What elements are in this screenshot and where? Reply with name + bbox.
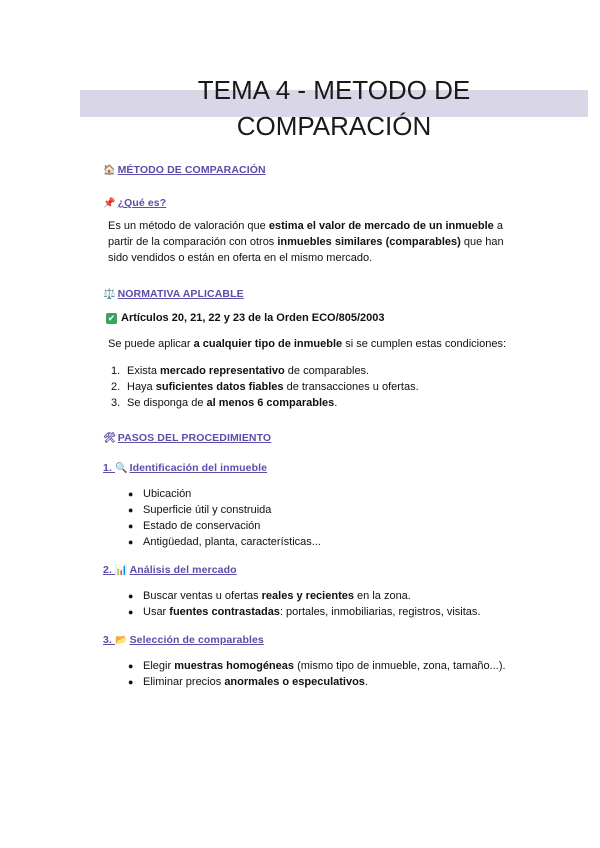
list-item <box>103 502 523 518</box>
bold-run: suficientes datos fiables <box>155 381 284 393</box>
list-item <box>103 363 523 379</box>
check-mark-icon: ✔ <box>107 313 116 323</box>
text-run: de comparables. <box>284 365 370 377</box>
bold-run: reales y recientes <box>261 590 354 602</box>
conditions-list <box>103 363 523 411</box>
section-que-es-heading <box>103 197 523 209</box>
tools-icon: 🛠 <box>103 433 116 444</box>
scales-icon: ⚖️ <box>103 289 116 300</box>
step-2-list <box>103 588 523 620</box>
conditions-intro <box>108 336 523 352</box>
section-metodo-heading <box>103 164 523 176</box>
magnifier-icon: 🔍 <box>115 463 128 474</box>
step-1-heading <box>103 462 523 474</box>
list-item <box>103 588 523 604</box>
step-1-list <box>103 486 523 550</box>
bullet-icon: ● <box>128 505 134 515</box>
text-run: Se disponga de <box>127 397 207 409</box>
list-item <box>103 518 523 534</box>
text-run: de transacciones u ofertas. <box>283 381 419 393</box>
list-number: 1. <box>111 365 121 377</box>
text-run: Eliminar precios <box>143 676 225 688</box>
text-run: Buscar ventas u ofertas <box>143 590 262 602</box>
list-text: Superficie útil y construida <box>143 504 272 516</box>
text-run: . <box>364 676 368 688</box>
text-run: . <box>334 397 338 409</box>
step-3-label: Selección de comparables <box>129 634 264 646</box>
list-text: Estado de conservación <box>143 520 261 532</box>
bold-run: al menos 6 comparables <box>206 397 335 409</box>
list-text: Ubicación <box>143 488 192 500</box>
list-number: 2. <box>111 381 121 393</box>
step-number: 2. <box>103 564 112 576</box>
text-run: a partir de la comparación con otros <box>108 220 503 248</box>
text-run: Haya <box>127 381 156 393</box>
bullet-icon: ● <box>128 661 134 671</box>
text-run: Usar <box>143 606 170 618</box>
page-title-line-1: TEMA 4 - METODO DE <box>197 75 471 105</box>
definition-paragraph <box>108 218 518 266</box>
bullet-icon: ● <box>128 489 134 499</box>
section-normativa-heading <box>103 288 523 300</box>
list-item <box>103 486 523 502</box>
text-run: : portales, inmobiliarias, registros, visitas. <box>279 606 481 618</box>
step-2-label: Análisis del mercado <box>129 564 237 576</box>
list-item <box>103 534 523 550</box>
bold-run: fuentes contrastadas <box>169 606 280 618</box>
text-run: Es un método de valoración que <box>108 220 269 232</box>
page-title-line-2: COMPARACIÓN <box>236 111 432 141</box>
step-2-heading <box>103 564 523 576</box>
section-normativa-label: NORMATIVA APLICABLE <box>117 288 244 300</box>
text-run: Elegir <box>143 660 175 672</box>
text-run: Se puede aplicar <box>108 338 194 350</box>
step-1-label: Identificación del inmueble <box>129 462 268 474</box>
step-number: 1. <box>103 462 112 474</box>
list-item <box>103 379 523 395</box>
bullet-icon: ● <box>128 607 134 617</box>
bold-run: mercado representativo <box>160 365 285 377</box>
section-metodo-label: MÉTODO DE COMPARACIÓN <box>117 164 266 176</box>
bullet-icon: ● <box>128 537 134 547</box>
step-number: 3. <box>103 634 112 646</box>
folder-icon: 📂 <box>115 635 128 646</box>
list-item <box>103 674 523 690</box>
bold-run: estima el valor de mercado de un inmueble <box>268 220 494 232</box>
step-3-heading <box>103 634 523 646</box>
list-item <box>103 658 523 674</box>
articles-text: Artículos 20, 21, 22 y 23 de la Orden ECO/805/2003 <box>121 312 385 324</box>
bold-run: inmuebles similares (comparables) <box>277 236 461 248</box>
bold-run: a cualquier tipo de inmueble <box>193 338 343 350</box>
bullet-icon: ● <box>128 591 134 601</box>
text-run: en la zona. <box>353 590 411 602</box>
section-que-es-label: ¿Qué es? <box>117 197 167 209</box>
house-icon: 🏠 <box>103 165 116 176</box>
pushpin-icon: 📌 <box>103 198 116 209</box>
text-run: Exista <box>127 365 161 377</box>
bullet-icon: ● <box>128 677 134 687</box>
text-run: que han sido vendidos o están en oferta en el mismo mercado. <box>108 236 504 264</box>
bold-run: muestras homogéneas <box>174 660 295 672</box>
articles-line <box>103 312 523 324</box>
page-title <box>80 72 588 144</box>
text-run: (mismo tipo de inmueble, zona, tamaño...). <box>294 660 506 672</box>
bar-chart-icon: 📊 <box>115 565 128 576</box>
list-number: 3. <box>111 397 121 409</box>
bold-run: anormales o especulativos <box>224 676 365 688</box>
section-pasos-heading <box>103 432 523 444</box>
step-3-list <box>103 658 523 690</box>
text-run: si se cumplen estas condiciones: <box>342 338 507 350</box>
section-pasos-label: PASOS DEL PROCEDIMIENTO <box>117 432 272 444</box>
list-text: Antigüedad, planta, características... <box>143 536 321 548</box>
document-body <box>103 164 523 690</box>
bullet-icon: ● <box>128 521 134 531</box>
list-item <box>103 395 523 411</box>
list-item <box>103 604 523 620</box>
